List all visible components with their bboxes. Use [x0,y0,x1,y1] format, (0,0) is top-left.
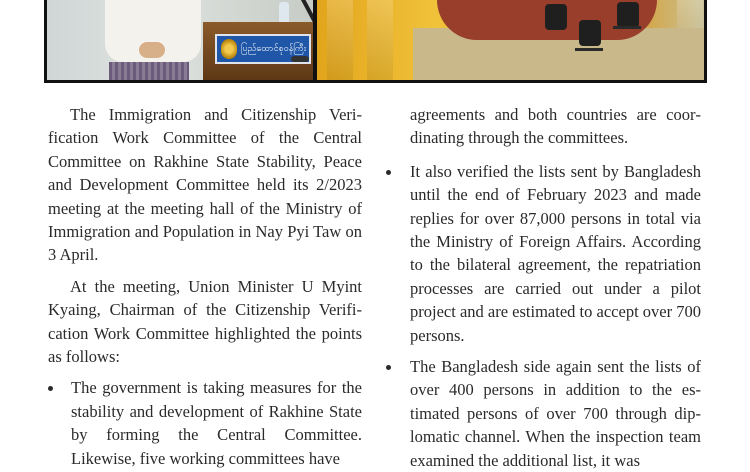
curtain-panel [327,0,353,80]
article-paragraph: The Immigration and Citizenship Verification Work Committee of the Central Committee on Rakhine State Stability, Peace and Development Committee held its 2/2023 meeting at the meeting hall of the Ministry of Immigration and Population in Nay Pyi Taw on 3 April. [48,105,362,265]
article-paragraph: At the meeting, Union Minister U Myint Kyaing, Chairman of the Citizenship Verification Work Committee highlighted the points as follows: [48,276,362,367]
speaker-longyi [109,62,189,80]
photo-meeting-hall [317,0,707,80]
article-right-column [410,103,701,472]
podium-plaque-text: ပြည်ထောင်စုဝန်ကြီး [241,43,307,54]
article-continuation: agreements and both countries are coordinating through the committees. [410,105,701,148]
microphone-base [291,56,309,62]
chair-icon [579,20,601,46]
bullet-item [410,355,701,472]
article-left-column [48,103,362,470]
bullet-item [48,376,362,470]
article-photo [44,0,707,83]
chair-base [575,48,603,51]
curtain-panel [367,0,393,80]
bullet-list [48,376,362,470]
chair-base [613,26,641,29]
bullet-text: It also verified the lists sent by Bangladesh until the end of February 2023 and made replies for over 87,000 persons in total via the Ministry of Foreign Affairs. According to the bilateral agreement, the repatriation processes are carried out under a pilot project and are estimated to accept over 700 persons. [410,161,701,345]
chair-icon [617,2,639,28]
bullet-item [410,160,701,347]
chair-icon [545,4,567,30]
speaker-hand [139,42,165,58]
bullet-icon [48,386,53,391]
bullet-text: The Bangladesh side again sent the lists of over 400 persons in addition to the estimated persons of over 700 through diplomatic channel. When the inspection team examined the additional list, it was [410,357,701,470]
bullet-icon [386,170,391,175]
bullet-text: The government is taking measures for the stability and development of Rakhine State by forming the Central Committee. Likewise, five working committees have [71,378,362,468]
bullet-icon [386,365,391,370]
bullet-list [410,160,701,472]
state-emblem-icon [221,39,237,59]
photo-speaker-at-podium [47,0,313,80]
